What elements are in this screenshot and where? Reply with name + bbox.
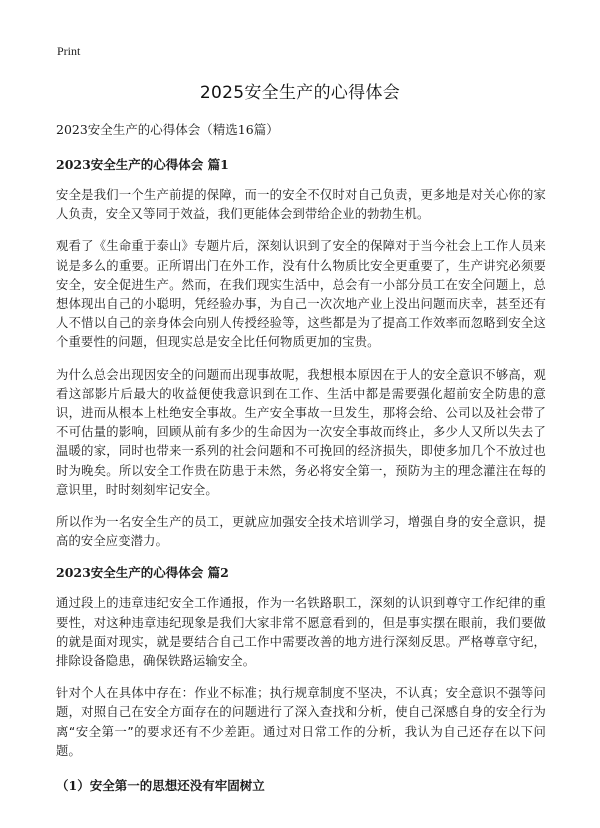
section-heading-2: 2023安全生产的心得体会 篇2 (56, 565, 229, 581)
paragraph: 所以作为一名安全生产的员工，更就应加强安全技术培训学习，增强自身的安全意识，提高的安全应变潜力。 (56, 515, 546, 549)
paragraph: 为什么总会出现因安全的问题而出现事故呢，我想根本原因在于人的安全意识不够高，观看这部影片后最大的收益便使我意识到在工作、生活中都是需要强化超前安全防患的意识，进而从根本上杜绝安全事故。生产安全事故一旦发生，那将会给、公司以及社会带了不可估量的影响，回顾从前有多少的生命因为一次安全事故而终止，多少人又所以失去了温暖的家，同时也带来一系列的社会问题和不可挽回的经济损失，即使多加几个不放过也时为晚矣。所以安全工作贵在防患于未然，务必将安全第一，预防为主的理念灌注在每的意识里，时时刻刻牢记安全。 (56, 367, 546, 497)
document-subtitle: 2023安全生产的心得体会（精选16篇） (56, 122, 279, 137)
sub-heading: （1）安全第一的思想还没有牢固树立 (56, 778, 265, 794)
paragraph: 观看了《生命重于泰山》专题片后，深刻认识到了安全的保障对于当今社会上工作人员来说是多么的重要。正所谓出门在外工作，没有什么物质比安全更重要了，生产讲究必须要安全，安全促进生产。然而，在我们现实生活中，总会有一小部分员工在安全问题上，总想体现出自己的小聪明，凭经验办事，为自己一次次地产业上没出问题而庆幸，甚至还有人不惜以自己的亲身体会向别人传授经验等，这些都是为了提高工作效率而忽略到安全这个重要性的问题，但现实总是安全比任何物质更加的宝贵。 (56, 239, 546, 350)
section-heading-1: 2023安全生产的心得体会 篇1 (56, 157, 229, 172)
print-link[interactable]: Print (57, 44, 81, 58)
document-body (56, 121, 546, 795)
paragraph: 安全是我们一个生产前提的保障，而一的安全不仅时对自己负责，更多地是对关心你的家人负责，安全又等同于效益，我们更能体会到带给企业的勃勃生机。 (56, 188, 546, 222)
paragraph: 针对个人在具体中存在：作业不标准；执行规章制度不坚决，不认真；安全意识不强等问题，对照自己在安全方面存在的问题进行了深入查找和分析，使自己深感自身的安全行为离“安全第一”的要求还有不少差距。通过对日常工作的分析，我认为自己还存在以下问题。 (56, 686, 546, 758)
document-title: 2025安全生产的心得体会 (199, 83, 401, 103)
paragraph: 通过段上的违章违纪安全工作通报，作为一名铁路职工，深刻的认识到尊守工作纪律的重要性，对这种违章违纪现象是我们大家非常不愿意看到的，但是事实摆在眼前，我们要做的就是面对现实，就是要结合自己工作中需要改善的地方进行深刻反思。严格尊章守纪，排除设备隐患，确保铁路运输安全。 (56, 596, 546, 669)
